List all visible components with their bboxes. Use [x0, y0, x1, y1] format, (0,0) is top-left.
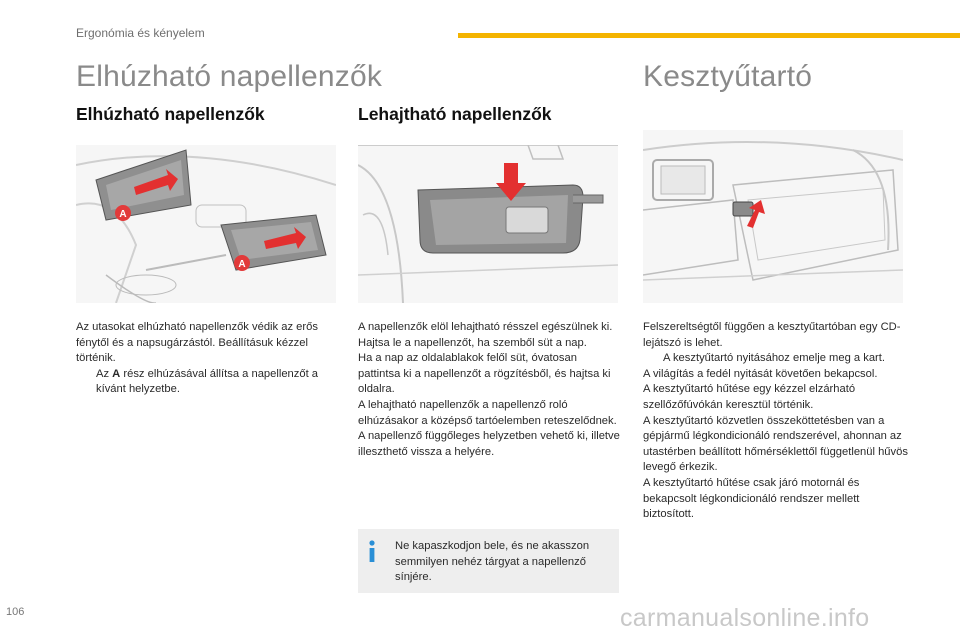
sliding-visor-illustration: [76, 145, 336, 303]
bullet-icon: [643, 351, 663, 367]
part-a-label: A: [112, 367, 121, 380]
marker-a-icon: [234, 255, 250, 271]
sliding-visor-subtitle: Elhúzható napellenzők: [76, 104, 265, 124]
bullet-prefix: Az: [96, 367, 113, 380]
header-accent-bar: [458, 33, 960, 38]
marker-a-label: A: [119, 209, 127, 220]
info-note: [358, 529, 619, 593]
glovebox-title: Kesztyűtartó: [643, 60, 813, 93]
info-icon: [365, 539, 379, 563]
paragraph-line: A kesztyűtartó hűtése egy kézzel elzárható szellőzőfúvókán keresztül történik.: [643, 383, 856, 411]
page-number: 106: [6, 606, 25, 618]
info-note-text: Ne kapaszkodjon bele, és ne akasszon semmilyen nehéz tárgyat a napellenző sínjére.: [395, 540, 590, 584]
watermark: carmanualsonline.info: [620, 604, 870, 632]
paragraph-line: A világítás a fedél nyitását követően bekapcsol.: [643, 367, 878, 380]
section-label: Ergonómia és kényelem: [76, 26, 205, 40]
glovebox-illustration: [643, 130, 903, 303]
glovebox-text: [643, 320, 908, 523]
list-item: [76, 367, 338, 398]
sliding-visor-paragraph: Az utasokat elhúzható napellenzők védik az erős fénytől és a napsugárzástól. Beállításuk kézzel történik.: [76, 321, 318, 365]
marker-a-icon: [115, 205, 131, 221]
folding-visor-text: [358, 320, 620, 460]
paragraph-line: Felszereltségtől függően a kesztyűtartóban egy CD-lejátszó is lehet.: [643, 321, 901, 349]
marker-a-label: A: [238, 259, 246, 270]
list-item: [643, 351, 908, 367]
paragraph-line: A kesztyűtartó hűtése csak járó motornál és bekapcsolt légkondicionáló rendszer mellett biztosított.: [643, 476, 860, 521]
paragraph-line: A napellenzők elöl lehajtható résszel egészülnek ki.: [358, 321, 613, 333]
bullet-rest: rész elhúzásával állítsa a napellenzőt a kívánt helyzetbe.: [96, 367, 319, 396]
folding-visor-subtitle: Lehajtható napellenzők: [358, 104, 552, 124]
paragraph-line: Hajtsa le a napellenzőt, ha szemből süt a nap.: [358, 336, 587, 349]
paragraph-line: A kesztyűtartó közvetlen összeköttetésben van a gépjármű légkondicionáló rendszerével, ahonnan az utastérben beállított hőmérséklettől függetlenül hűvös levegő érkezik.: [643, 414, 908, 474]
bullet-icon: [76, 367, 96, 398]
page-title: Elhúzható napellenzők: [76, 60, 383, 93]
bullet-text: A kesztyűtartó nyitásához emelje meg a kart.: [663, 352, 885, 365]
paragraph-line: Ha a nap az oldalablakok felől süt, óvatosan pattintsa ki a napellenzőt a rögzítésből, és hajtsa ki oldalra.: [358, 352, 611, 396]
sliding-visor-text: [76, 320, 338, 398]
paragraph-line: A lehajtható napellenzők a napellenző roló elhúzásakor a középső tartóelemben reteszelődnek. A napellenző függőleges helyzetben vehető ki, illetve illeszthető vissza a helyére.: [358, 398, 620, 458]
folding-visor-illustration: [358, 145, 618, 303]
